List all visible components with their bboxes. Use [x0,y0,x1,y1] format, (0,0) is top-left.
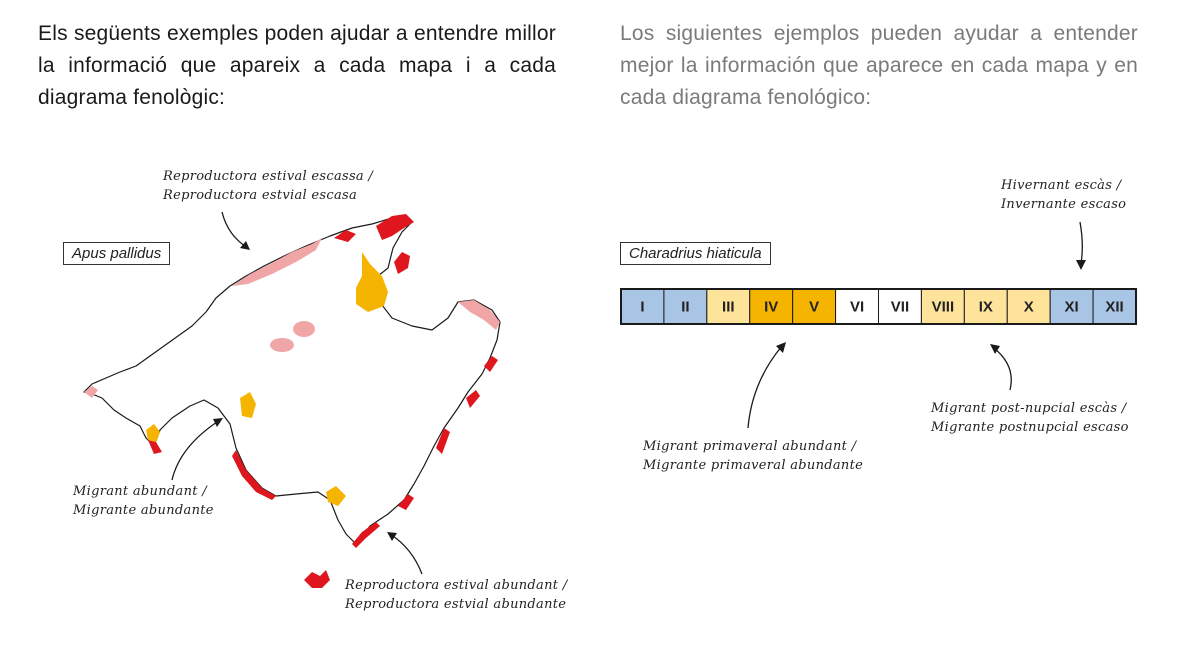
arrow-scarce-breeder-head [240,241,250,250]
arrow-spring-migrant [748,346,782,428]
month-label-VIII: VIII [931,298,955,316]
arrow-abundant-migrant [172,420,220,480]
abundant-breeder-area-southwest [148,440,162,454]
note-scarce-wintering [1001,176,1126,214]
map-species-label: Apus pallidus [63,242,170,265]
month-label-XII: XII [1105,298,1124,316]
phenology-bar [621,289,1136,324]
note-spring-migrant-ca: Migrant primaveral abundant / [643,439,857,454]
phenology-species-label: Charadrius hiaticula [620,242,771,265]
arrow-postnuptial-migrant [994,348,1011,390]
abundant-breeder-area-formentor-tip [394,252,410,274]
month-label-IX: IX [978,298,993,316]
note-abundant-migrant-es: Migrante abundante [73,503,214,518]
note-spring-migrant-es: Migrante primaveral abundante [643,458,864,473]
month-label-I: I [640,298,645,316]
month-label-VII: VII [890,298,910,316]
note-postnuptial-migrant [931,399,1129,437]
arrow-abundant-breeder-head [387,532,397,541]
note-scarce-breeder-es: Reproductora estvial escasa [163,188,358,203]
month-label-IV: IV [764,298,779,316]
month-label-II: II [681,298,690,316]
month-label-VI: VI [849,298,865,316]
note-scarce-wintering-es: Invernante escaso [1001,197,1127,212]
note-abundant-breeder-ca: Reproductora estival abundant / [345,578,568,593]
scarce-breeder-area-inland-1 [293,321,315,337]
note-spring-migrant [643,437,863,475]
note-postnuptial-migrant-es: Migrante postnupcial escaso [931,420,1129,435]
month-label-V: V [809,298,820,316]
abundant-breeder-area-cabrera [304,570,330,588]
scarce-breeder-area-inland-2 [270,338,294,352]
note-abundant-migrant [73,482,214,520]
arrow-scarce-wintering [1080,222,1082,264]
month-label-III: III [722,298,735,316]
note-postnuptial-migrant-ca: Migrant post-nupcial escàs / [931,401,1127,416]
intro-text-spanish: Los siguientes ejemplos pueden ayudar a entender mejor la información que aparece en cada mapa y en cada diagrama fenológico: [620,22,1138,109]
arrow-abundant-breeder [390,534,422,574]
arrow-scarce-breeder [222,212,248,248]
note-abundant-breeder [345,576,567,614]
month-label-X: X [1023,298,1034,316]
note-scarce-breeder-ca: Reproductora estival escassa / [163,169,374,184]
intro-text-catalan: Els següents exemples poden ajudar a entendre millor la informació que apareix a cada mapa i a cada diagrama fenològic: [38,22,556,109]
note-abundant-breeder-es: Reproductora estvial abundante [345,597,567,612]
arrow-scarce-wintering-head [1076,260,1086,270]
arrow-abundant-migrant-head [213,418,223,427]
note-scarce-breeder [163,167,373,205]
month-label-XI: XI [1064,298,1079,316]
note-scarce-wintering-ca: Hivernant escàs / [1001,178,1122,193]
note-abundant-migrant-ca: Migrant abundant / [73,484,207,499]
